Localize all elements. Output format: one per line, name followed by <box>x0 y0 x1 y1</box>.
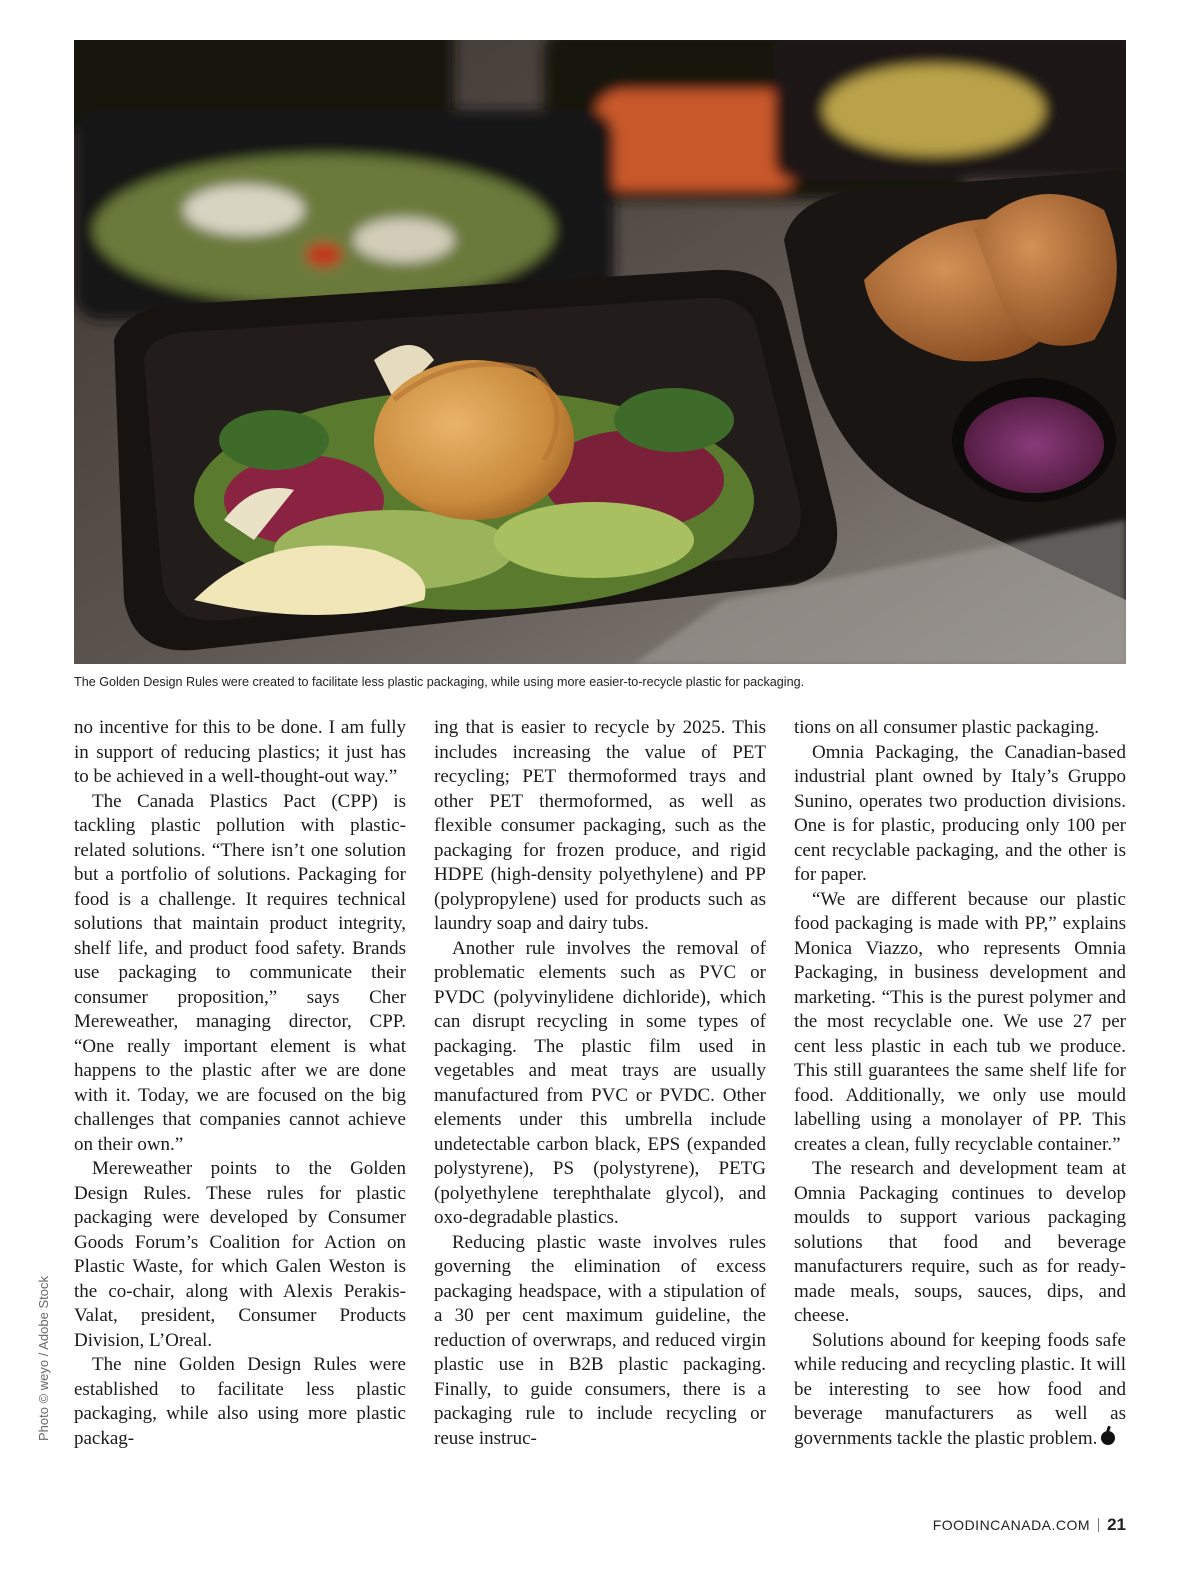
paragraph-final <box>794 1329 1126 1452</box>
photo-credit: Photo © weyo / Adobe Stock <box>36 1276 51 1441</box>
paragraph: Another rule involves the removal of problematic elements such as PVC or PVDC (polyvinylidene dichloride), which can disrupt recycling in some types of packaging. The plastic film used in vegetables and meat trays are usually manufactured from PVC or PVDC. Other elements under this umbrella include undetectable carbon black, EPS (expanded polystyrene), PS (polystyrene), PETG (polyethylene terephthalate glycol), and oxo-degradable plastics. <box>434 937 766 1228</box>
paragraph: “We are different because our plastic food packaging is made with PP,” explains Monica Viazzo, who represents Omnia Packaging, in business development and marketing. “This is the purest polymer and the most recyclable one. We use 27 per cent less plastic in each tub we produce. This still guarantees the same shelf life for food. Additionally, we only use mould labelling using a monolayer of PP. This creates a clean, fully recyclable container.” <box>794 888 1126 1155</box>
hero-photo <box>74 40 1126 664</box>
apple-end-mark-icon <box>1101 1431 1115 1445</box>
footer-site: FOODINCANADA.COM <box>932 1517 1091 1533</box>
article-column-3 <box>794 716 1126 1451</box>
photo-caption: The Golden Design Rules were created to facilitate less plastic packaging, while using more easier-to-recycle plastic for packaging. <box>74 675 805 689</box>
paragraph: Omnia Packaging, the Canadian-based industrial plant owned by Italy’s Gruppo Sunino, operates two production divisions. One is for plastic, producing only 100 per cent recyclable packaging, and the other is for paper. <box>794 741 1126 885</box>
paragraph: The nine Golden Design Rules were established to facilitate less plastic packaging, while also using more plastic packag- <box>74 1354 406 1449</box>
page-footer <box>933 1515 1126 1535</box>
page-number: 21 <box>1107 1515 1126 1534</box>
paragraph: The research and development team at Omnia Packaging continues to develop moulds to support various packaging solutions that food and beverage manufacturers require, such as for ready-made meals, soups, sauces, dips, and cheese. <box>794 1158 1126 1326</box>
paragraph-text: Solutions abound for keeping foods safe while reducing and recycling plastic. It will be interesting to see how food and beverage manufacturers as well as governments tackle the plastic problem. <box>794 1329 1126 1449</box>
article-column-2 <box>434 716 766 1451</box>
paragraph: no incentive for this to be done. I am fully in support of reducing plastics; it just has to be achieved in a well-thought-out way.” <box>74 717 406 787</box>
paragraph: ing that is easier to recycle by 2025. This includes increasing the value of PET recycling; PET thermoformed trays and other PET thermoformed, as well as flexible consumer packaging, such as the packaging for frozen produce, and rigid HDPE (high-density polyethylene) and PP (polypropylene) used for products such as laundry soap and dairy tubs. <box>434 717 766 934</box>
paragraph: tions on all consumer plastic packaging. <box>794 717 1099 738</box>
food-containers-illustration <box>74 40 1126 664</box>
paragraph: The Canada Plastics Pact (CPP) is tackling plastic pollution with plastic-related solutions. “There isn’t one solution but a portfolio of solutions. Packaging for food is a challenge. It requires technical solutions that maintain product integrity, shelf life, and product food safety. Brands use packaging to communicate their consumer proposition,” says Cher Mereweather, managing director, CPP. “One really important element is what happens to the plastic after we are done with it. Today, we are focused on the big challenges that companies cannot achieve on their own.” <box>74 790 406 1155</box>
footer-divider <box>1098 1518 1099 1532</box>
article-column-1 <box>74 716 406 1451</box>
paragraph: Mereweather points to the Golden Design Rules. These rules for plastic packaging were developed by Consumer Goods Forum’s Coalition for Action on Plastic Waste, for which Galen Weston is the co-chair, along with Alexis Perakis-Valat, president, Consumer Products Division, L’Oreal. <box>74 1158 406 1351</box>
paragraph: Reducing plastic waste involves rules governing the elimination of excess packaging headspace, with a stipulation of a 30 per cent maximum guideline, the reduction of overwraps, and reduced virgin plastic use in B2B plastic packaging. Finally, to guide consumers, there is a packaging rule to include recycling or reuse instruc- <box>434 1231 766 1449</box>
